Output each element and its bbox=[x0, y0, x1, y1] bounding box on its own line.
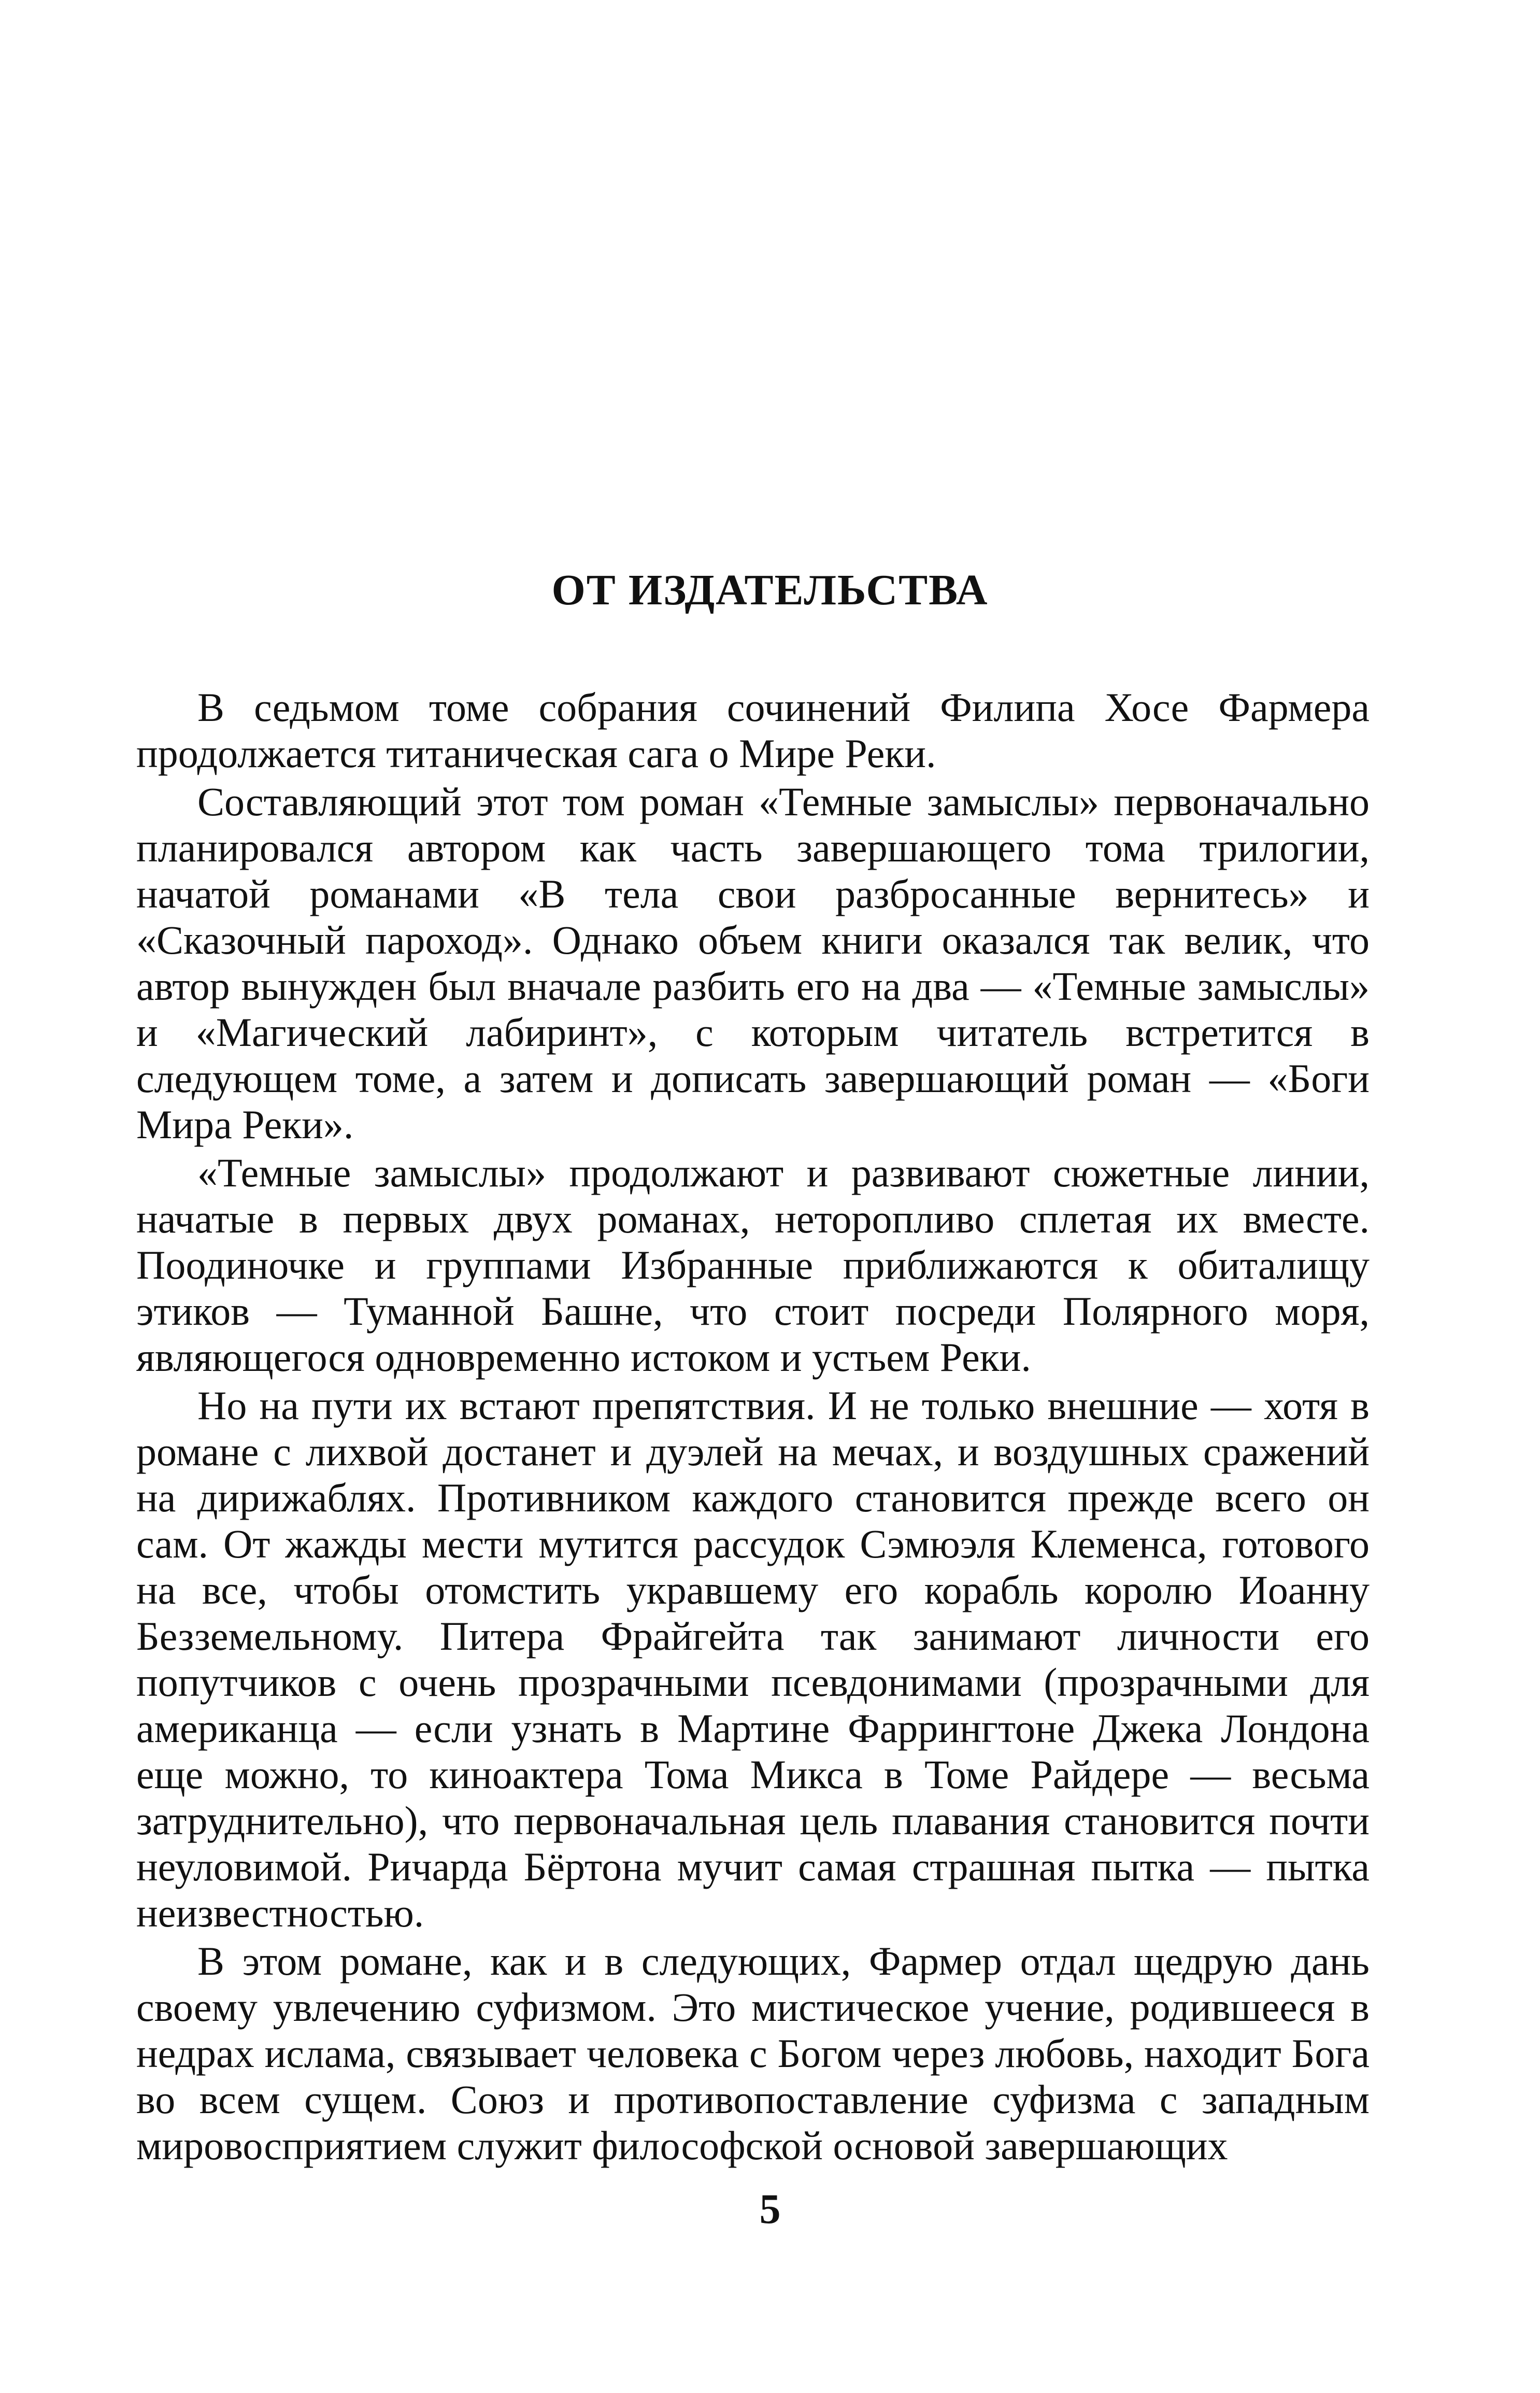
paragraph-4: Но на пути их встают препятствия. И не только внешние — хотя в романе с лихвой достанет и дуэлей на мечах, и воздушных сражений на дирижаблях. Противником каждого становится прежде всего он сам. От жажды мести мутится рассудок Сэмюэля Клеменса, готового на все, чтобы отомстить укравшему его корабль королю Иоанну Безземельному. Питера Фрайгейта так занимают личности его попутчиков с очень прозрачными псевдонимами (прозрачными для американца — если узнать в Мартине Фаррингтоне Джека Лондона еще можно, то киноактера Тома Микса в Томе Райдере — весьма затруднительно), что первоначальная цель плавания становится почти неуловимой. Ричарда Бёртона мучит самая страшная пытка — пытка неизвестностью. bbox=[136, 1383, 1370, 1935]
page-title: ОТ ИЗДАТЕЛЬСТВА bbox=[551, 566, 989, 614]
paragraph-5: В этом романе, как и в следующих, Фармер отдал щедрую дань своему увлечению суфизмом. Это мистическое учение, родившееся в недрах ислама, связывает человека с Богом через любовь, находит Бога во всем сущем. Союз и противопоставление суфизма с западным мировосприятием служит философской основой завершающих bbox=[136, 1938, 1370, 2168]
paragraph-2: Составляющий этот том роман «Темные замыслы» первоначально планировался автором как часть завершающего тома трилогии, начатой романами «В тела свои разбросанные вернитесь» и «Сказочный пароход». Однако объем книги оказался так велик, что автор вынужден был вначале разбить его на два — «Темные замыслы» и «Магический лабиринт», с которым читатель встретится в следующем томе, а затем и дописать завершающий роман — «Боги Мира Реки». bbox=[136, 779, 1370, 1147]
paragraph-3: «Темные замыслы» продолжают и развивают сюжетные линии, начатые в первых двух романах, неторопливо сплетая их вместе. Поодиночке и группами Избранные приближаются к обиталищу этиков — Туманной Башне, что стоит посреди Полярного моря, являющегося одновременно истоком и устьем Реки. bbox=[136, 1150, 1370, 1380]
page-number: 5 bbox=[759, 2185, 781, 2232]
paragraph-1: В седьмом томе собрания сочинений Филипа Хосе Фармера продолжается титаническая сага о Мире Реки. bbox=[136, 685, 1370, 776]
body-text bbox=[136, 684, 1370, 2171]
